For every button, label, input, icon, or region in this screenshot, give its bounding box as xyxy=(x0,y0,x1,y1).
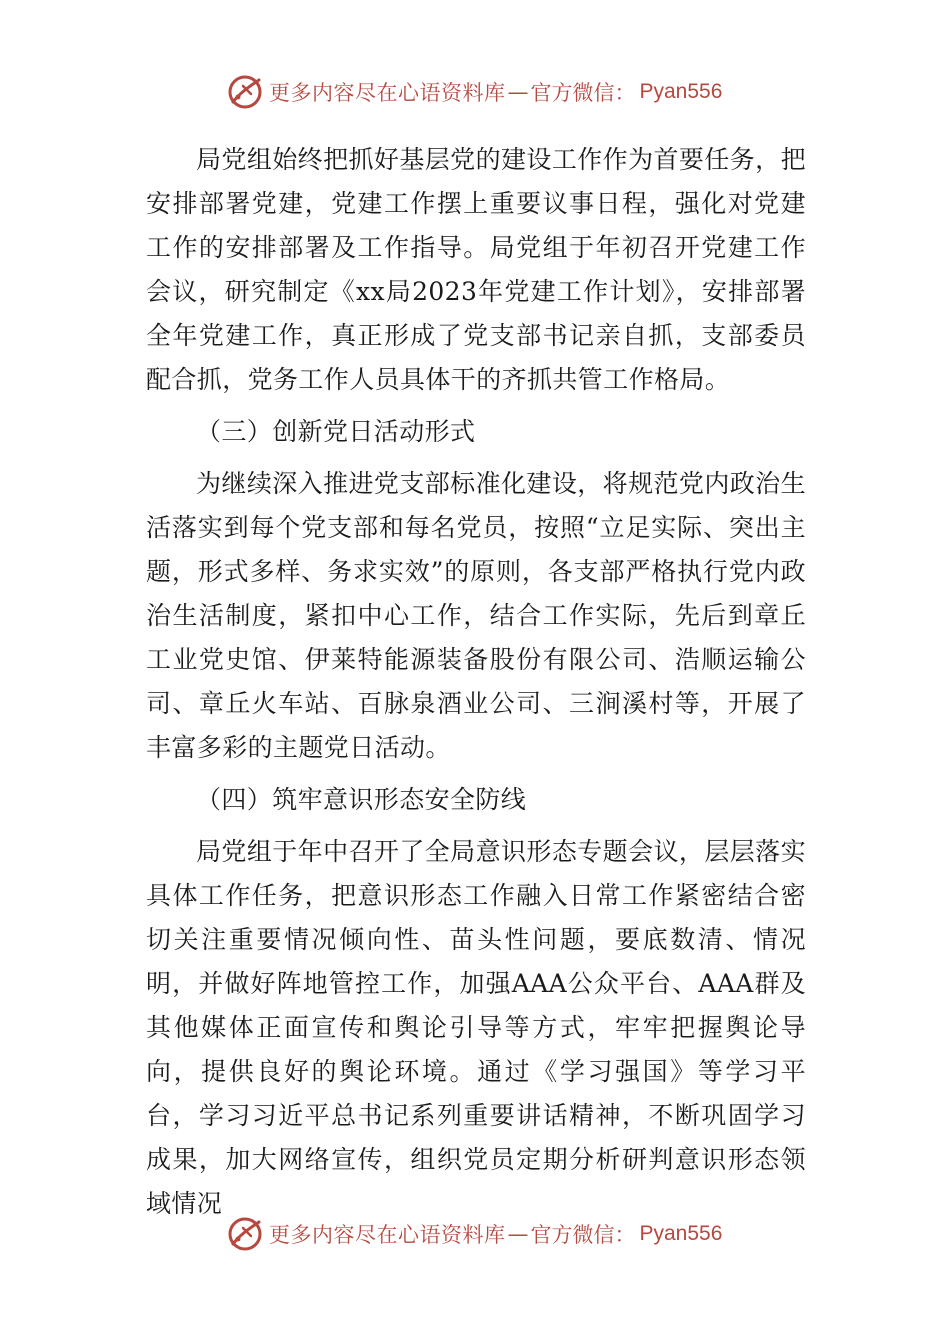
banner-wechat-id: Pyan556 xyxy=(639,1222,723,1245)
banner-wechat-id: Pyan556 xyxy=(639,80,723,103)
banner-text: 更多内容尽在心语资料库 xyxy=(269,81,506,105)
footer-banner xyxy=(225,1212,722,1256)
paragraph-3: 局党组于年中召开了全局意识形态专题会议，层层落实具体工作任务，把意识形态工作融入日常工作紧密结合密切关注重要情况倾向性、苗头性问题，要底数清、情况明，并做好阵地管控工作，加强AAA公众平台、AAA群及其他媒体正面宣传和舆论引导等方式，牢牢把握舆论导向，提供良好的舆论环境。通过《学习强国》等学习平台，学习习近平总书记系列重要讲话精神，不断巩固学习成果，加大网络宣传，组织党员定期分析研判意识形态领域情况 xyxy=(146,837,806,1218)
section-heading-3: （三）创新党日活动形式 xyxy=(196,417,476,446)
banner-text: 更多内容尽在心语资料库 xyxy=(269,1223,506,1247)
section-heading-4: （四）筑牢意识形态安全防线 xyxy=(196,785,527,814)
paragraph-2: 为继续深入推进党支部标准化建设，将规范党内政治生活落实到每个党支部和每名党员，按照“立足实际、突出主题，形式多样、务求实效”的原则，各支部严格执行党内政治生活制度，紧扣中心工作，结合工作实际，先后到章丘工业党史馆、伊莱特能源装备股份有限公司、浩顺运输公司、章丘火车站、百脉泉酒业公司、三涧溪村等，开展了丰富多彩的主题党日活动。 xyxy=(146,469,806,762)
banner-separator: — xyxy=(507,80,529,104)
banner-wechat-label: 官方微信： xyxy=(530,81,636,105)
paragraph-1: 局党组始终把抓好基层党的建设工作作为首要任务，把安排部署党建，党建工作摆上重要议事日程，强化对党建工作的安排部署及工作指导。局党组于年初召开党建工作会议，研究制定《xx局2023年党建工作计划》，安排部署全年党建工作，真正形成了党支部书记亲自抓，支部委员配合抓，党务工作人员具体干的齐抓共管工作格局。 xyxy=(146,145,806,394)
logo-icon xyxy=(225,72,265,112)
header-banner xyxy=(225,70,722,114)
logo-icon xyxy=(225,1214,265,1254)
banner-wechat-label: 官方微信： xyxy=(530,1223,636,1247)
document-body xyxy=(146,138,806,1226)
banner-separator: — xyxy=(507,1222,529,1246)
